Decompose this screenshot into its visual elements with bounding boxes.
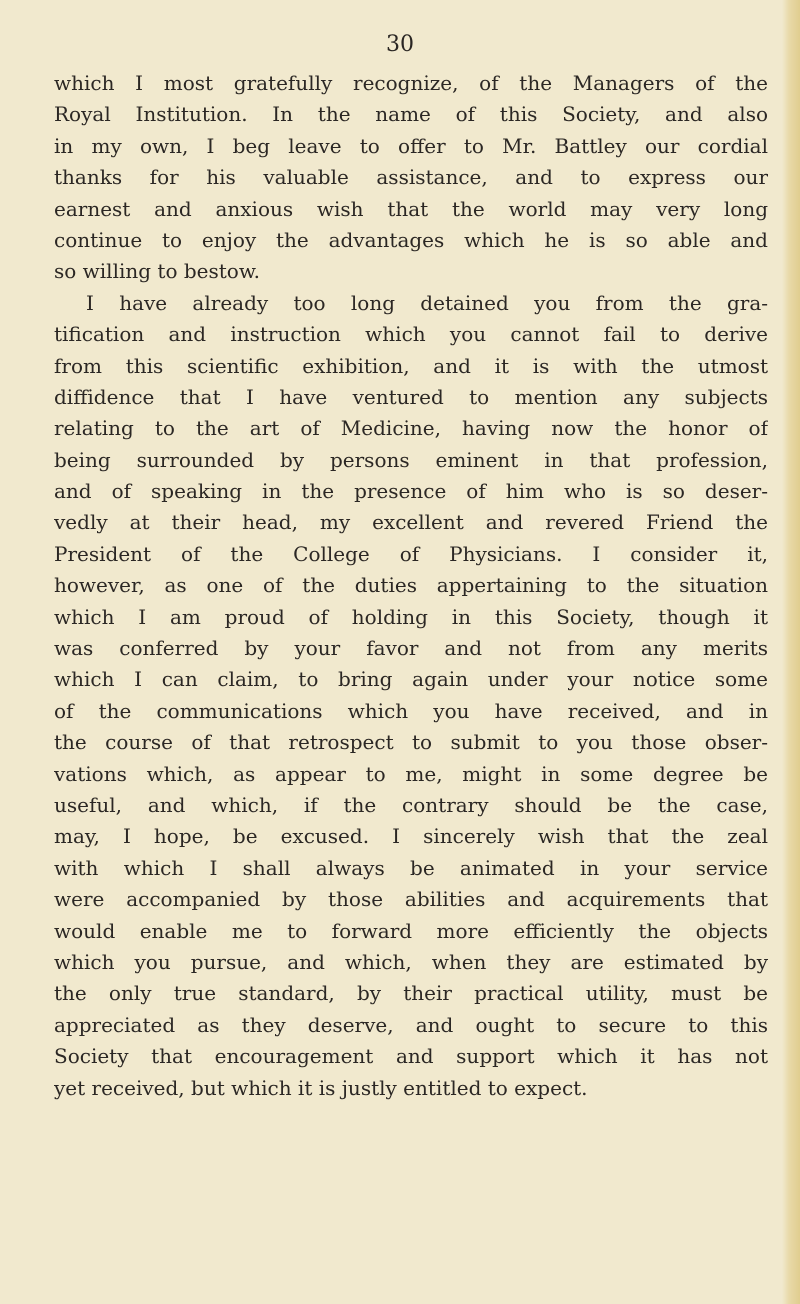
text-line: President of the College of Physicians. I consider it, [54,541,768,566]
page-number: 30 [386,32,414,57]
text-line: which you pursue, and which, when they are estimated by [54,949,768,974]
text-line: in my own, I beg leave to offer to Mr. Battley our cordial [54,133,768,158]
text-line: vations which, as appear to me, might in some degree be [54,761,768,786]
text-line: the course of that retrospect to submit to you those obser- [54,730,768,755]
text-line: Royal Institution. In the name of this Society, and also [54,102,768,127]
text-line: useful, and which, if the contrary should be the case, [54,792,768,817]
text-line: and of speaking in the presence of him who is so deser- [54,479,768,504]
text-line: being surrounded by persons eminent in that profession, [54,447,768,472]
text-line: yet received, but which it is justly entitled to expect. [54,1075,588,1100]
text-line: diffidence that I have ventured to mention any subjects [54,384,768,409]
text-line: would enable me to forward more efficiently the objects [54,918,768,943]
text-line: may, I hope, be excused. I sincerely wish that the zeal [54,824,768,849]
text-line: appreciated as they deserve, and ought to secure to this [54,1012,768,1037]
text-line: were accompanied by those abilities and acquirements that [54,887,768,912]
text-line: so willing to bestow. [54,259,260,284]
text-line: tification and instruction which you cannot fail to derive [54,322,768,347]
text-line: the only true standard, by their practical utility, must be [54,981,768,1006]
text-line: I have already too long detained you from the gra- [86,290,768,315]
text-line: with which I shall always be animated in your service [54,855,768,880]
text-line: Society that encouragement and support which it has not [54,1044,768,1069]
text-line: which I most gratefully recognize, of the Managers of the [54,71,768,95]
text-line: from this scientific exhibition, and it is with the utmost [54,353,768,378]
body-text [54,68,768,1104]
text-line: vedly at their head, my excellent and revered Friend the [54,510,768,535]
text-line: however, as one of the duties appertaining to the situation [54,573,768,598]
page-edge [782,0,800,1304]
text-line: which I am proud of holding in this Society, though it [54,604,768,629]
text-line: was conferred by your favor and not from any merits [54,636,768,661]
text-line: earnest and anxious wish that the world may very long [54,196,768,221]
text-line: which I can claim, to bring again under your notice some [54,667,768,692]
text-line: of the communications which you have received, and in [54,698,768,723]
text-line: continue to enjoy the advantages which he is so able and [54,227,768,252]
text-line: relating to the art of Medicine, having now the honor of [54,416,768,441]
text-line: thanks for his valuable assistance, and to express our [54,165,768,190]
